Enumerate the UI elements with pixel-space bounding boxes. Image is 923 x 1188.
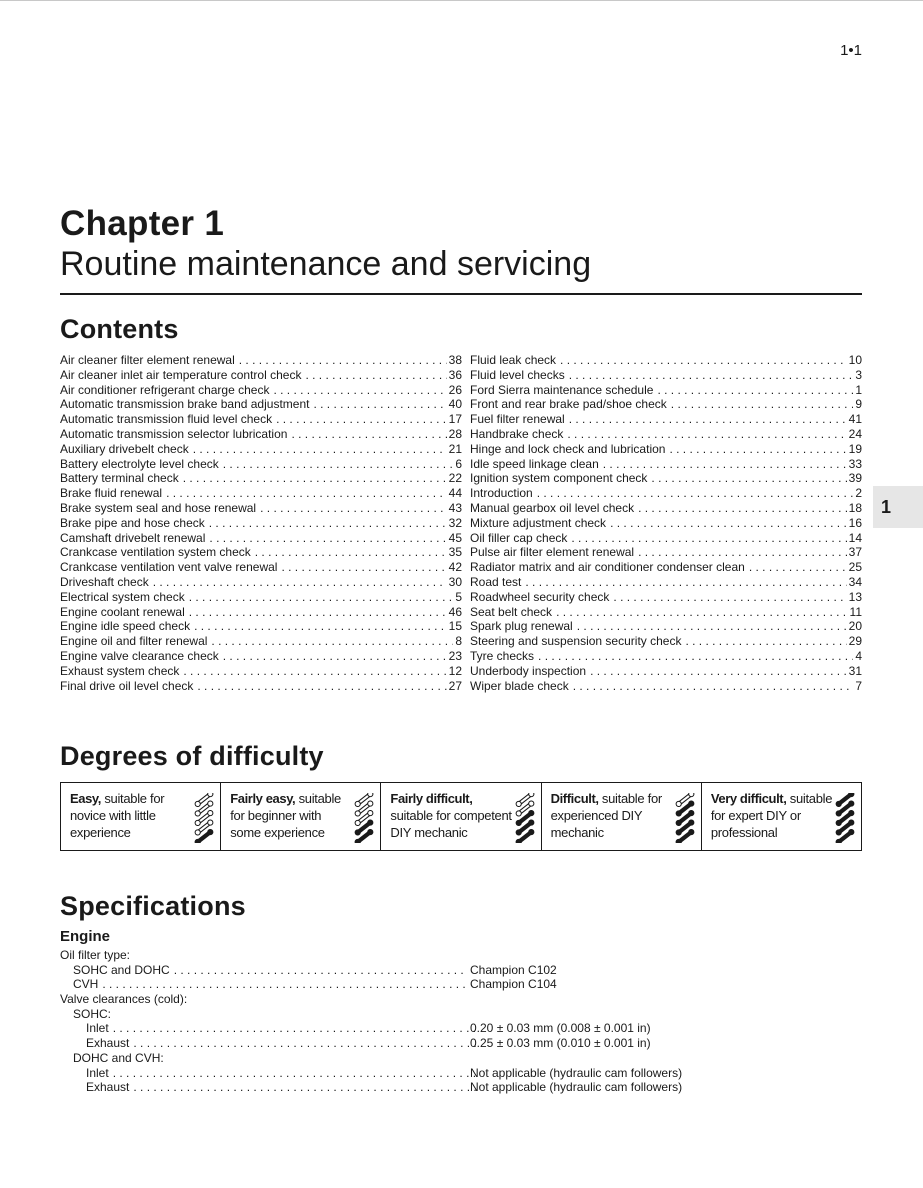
leader-dots [573, 679, 854, 694]
contents-entry[interactable] [470, 605, 862, 620]
contents-entry-title: Steering and suspension security check [470, 634, 682, 649]
leader-dots [590, 664, 847, 679]
contents-entry-title: Air cleaner inlet air temperature control check [60, 367, 302, 382]
specification-label-group [60, 1080, 478, 1095]
contents-entry-page: 14 [848, 530, 862, 545]
contents-entry-page: 19 [848, 441, 862, 456]
contents-entry[interactable] [470, 590, 862, 605]
contents-entry-title: Battery electrolyte level check [60, 456, 219, 471]
leader-dots [571, 531, 846, 546]
contents-entry[interactable] [470, 575, 862, 590]
contents-entry[interactable] [60, 471, 462, 486]
specification-value: Champion C102 [470, 962, 557, 977]
contents-entry-page: 12 [448, 663, 462, 678]
contents-entry-title: Seat belt check [470, 604, 553, 619]
specification-label-group [60, 1021, 478, 1036]
specification-label-group [60, 1066, 478, 1081]
difficulty-description [711, 790, 833, 841]
contents-entry-title: Manual gearbox oil level check [470, 500, 635, 515]
contents-entry-page: 41 [848, 412, 862, 427]
contents-entry-title: Ford Sierra maintenance schedule [470, 382, 654, 397]
leader-dots [567, 427, 846, 442]
contents-entry-title: Introduction [470, 486, 533, 501]
difficulty-level [61, 783, 220, 850]
difficulty-level [541, 783, 701, 850]
specification-label-group [60, 1051, 465, 1066]
difficulty-heading: Degrees of difficulty [60, 741, 324, 771]
specification-label: Oil filter type: [60, 948, 131, 962]
contents-entry[interactable] [60, 412, 462, 427]
contents-entry-page: 11 [849, 604, 862, 619]
contents-entry-title: Fluid leak check [470, 353, 557, 367]
contents-entry-title: Auxiliary drivebelt check [60, 441, 189, 456]
specification-label: CVH [73, 977, 99, 992]
contents-entry-page: 33 [848, 456, 862, 471]
specification-label: Inlet [86, 1021, 109, 1036]
contents-entry-page: 21 [448, 441, 462, 456]
difficulty-description [551, 790, 673, 841]
specification-row [60, 992, 862, 1007]
contents-entry-title: Electrical system check [60, 589, 185, 604]
contents-entry-title: Underbody inspection [470, 663, 587, 678]
contents-entry-page: 45 [448, 530, 462, 545]
contents-entry[interactable] [470, 471, 862, 486]
leader-dots [281, 560, 446, 575]
contents-column-left [60, 353, 462, 693]
leader-dots [669, 442, 846, 457]
contents-entry-page: 4 [855, 648, 862, 663]
contents-entry[interactable] [60, 397, 462, 412]
difficulty-detail: suitable for experienced DIY mechanic [550, 791, 662, 840]
leader-dots [276, 412, 447, 427]
contents-entry[interactable] [470, 353, 862, 368]
contents-column-right [470, 353, 862, 693]
difficulty-detail: suitable for expert DIY or professional [710, 791, 833, 840]
contents-entry[interactable] [470, 486, 862, 501]
contents-entry-page: 30 [448, 574, 462, 589]
specifications-list [60, 948, 862, 1095]
contents-entry-page: 42 [448, 560, 462, 575]
contents-entry[interactable] [60, 457, 462, 472]
contents-entry-title: Engine idle speed check [60, 619, 191, 634]
leader-dots [194, 619, 447, 634]
contents-entry-page: 43 [448, 500, 462, 515]
contents-entry-page: 44 [448, 486, 462, 501]
leader-dots [613, 590, 846, 605]
leader-dots [133, 1036, 478, 1051]
leader-dots [239, 353, 447, 368]
contents-entry[interactable] [470, 560, 862, 575]
specification-row [60, 1021, 862, 1036]
contents-entry[interactable] [60, 501, 462, 516]
contents-entry-page: 32 [448, 515, 462, 530]
specification-row [60, 948, 862, 963]
leader-dots [638, 501, 847, 516]
leader-dots [305, 368, 446, 383]
contents-entry[interactable] [60, 590, 462, 605]
contents-entry[interactable] [470, 368, 862, 383]
contents-entry-page: 40 [448, 397, 462, 412]
contents-entry-page: 23 [448, 648, 462, 663]
contents-entry[interactable] [470, 383, 862, 398]
contents-entry-page: 26 [448, 382, 462, 397]
leader-dots [102, 977, 465, 992]
difficulty-name: Fairly easy, [230, 791, 296, 806]
contents-entry[interactable] [60, 383, 462, 398]
contents-entry-page: 25 [848, 560, 862, 575]
contents-entry-title: Crankcase ventilation vent valve renewal [60, 560, 278, 575]
contents-entry-page: 24 [848, 426, 862, 441]
leader-dots [197, 679, 446, 694]
specification-value: Champion C104 [470, 977, 557, 992]
contents-entry-page: 46 [448, 604, 462, 619]
difficulty-detail: suitable for novice with little experience [70, 791, 165, 840]
contents-entry[interactable] [60, 545, 462, 560]
specification-row [60, 1051, 862, 1066]
leader-dots [525, 575, 846, 590]
contents-entry-page: 15 [448, 619, 462, 634]
contents-entry-page: 6 [455, 456, 462, 471]
contents-entry-title: Wiper blade check [470, 678, 569, 693]
contents-entry-page: 31 [848, 663, 862, 678]
contents-entry-title: Mixture adjustment check [470, 515, 607, 530]
contents-entry[interactable] [60, 679, 462, 694]
contents-entry[interactable] [60, 427, 462, 442]
contents-entry[interactable] [60, 605, 462, 620]
leader-dots [685, 634, 846, 649]
leader-dots [189, 590, 454, 605]
specifications-heading: Specifications [60, 891, 246, 921]
specification-label: Exhaust [86, 1080, 130, 1095]
contents-entry-page: 39 [848, 471, 862, 486]
contents-entry[interactable] [470, 619, 862, 634]
spanner-1-icon [193, 793, 215, 843]
contents-entry[interactable] [470, 412, 862, 427]
contents-entry-page: 29 [848, 634, 862, 649]
contents-entry[interactable] [60, 575, 462, 590]
specification-row [60, 963, 862, 978]
contents-entry[interactable] [470, 427, 862, 442]
leader-dots [113, 1021, 478, 1036]
contents-entry-title: Brake system seal and hose renewal [60, 500, 257, 515]
contents-entry-page: 7 [855, 678, 862, 693]
leader-dots [749, 560, 847, 575]
specification-label: Exhaust [86, 1036, 130, 1051]
contents-entry-title: Battery terminal check [60, 471, 179, 486]
difficulty-description [230, 790, 352, 841]
leader-dots [153, 575, 447, 590]
contents-entry[interactable] [60, 649, 462, 664]
contents-entry[interactable] [60, 442, 462, 457]
contents-entry-page: 22 [448, 471, 462, 486]
difficulty-detail: suitable for competent DIY mechanic [390, 808, 512, 840]
contents-entry-page: 37 [848, 545, 862, 560]
page-number: 1•1 [840, 42, 862, 59]
spanner-2-icon [353, 793, 375, 843]
contents-entry-page: 28 [448, 426, 462, 441]
contents-entry-title: Exhaust system check [60, 663, 180, 678]
leader-dots [537, 486, 854, 501]
contents-entry-title: Automatic transmission brake band adjustment [60, 397, 310, 412]
leader-dots [189, 605, 447, 620]
contents-entry-title: Fluid level checks [470, 367, 565, 382]
difficulty-name: Difficult, [550, 791, 599, 806]
contents-entry-title: Engine coolant renewal [60, 604, 185, 619]
contents-entry-page: 36 [448, 367, 462, 382]
contents-entry[interactable] [60, 516, 462, 531]
leader-dots [671, 397, 854, 412]
contents-entry-title: Tyre checks [470, 648, 535, 663]
difficulty-name: Fairly difficult, [390, 791, 473, 806]
specification-label: Valve clearances (cold): [60, 992, 188, 1007]
contents-entry-title: Engine valve clearance check [60, 648, 219, 663]
contents-entry[interactable] [60, 560, 462, 575]
difficulty-level [380, 783, 540, 850]
difficulty-name: Easy, [70, 791, 102, 806]
contents-entry[interactable] [470, 649, 862, 664]
specification-row [60, 1007, 862, 1022]
contents-entry[interactable] [470, 679, 862, 694]
specification-label-group [60, 1036, 478, 1051]
contents-entry-page: 27 [448, 678, 462, 693]
contents-entry-title: Road test [470, 574, 522, 589]
leader-dots [657, 383, 853, 398]
contents-entry-title: Front and rear brake pad/shoe check [470, 397, 667, 412]
specification-row [60, 1036, 862, 1051]
contents-entry-title: Roadwheel security check [470, 589, 610, 604]
contents-entry-title: Brake pipe and hose check [60, 515, 205, 530]
leader-dots [255, 545, 447, 560]
leader-dots [166, 486, 447, 501]
contents-entry[interactable] [60, 619, 462, 634]
contents-entry-title: Fuel filter renewal [470, 412, 565, 427]
specification-value: 0.20 ± 0.03 mm (0.008 ± 0.001 in) [470, 1021, 651, 1036]
contents-entry[interactable] [470, 457, 862, 472]
leader-dots [603, 457, 847, 472]
contents-entry-title: Final drive oil level check [60, 678, 194, 693]
contents-entry-title: Air cleaner filter element renewal [60, 353, 235, 367]
contents-entry[interactable] [470, 531, 862, 546]
spanner-3-icon [514, 793, 536, 843]
contents-entry-page: 9 [855, 397, 862, 412]
specifications-subheading: Engine [60, 928, 111, 945]
specification-label: DOHC and CVH: [73, 1050, 164, 1065]
leader-dots [291, 427, 446, 442]
specification-row [60, 1066, 862, 1081]
contents-entry-title: Radiator matrix and air conditioner condenser clean [470, 560, 745, 575]
title-rule [60, 293, 862, 295]
contents-entry-page: 8 [455, 634, 462, 649]
leader-dots [273, 383, 446, 398]
difficulty-description [390, 790, 512, 841]
contents-entry-title: Handbrake check [470, 426, 564, 441]
contents-entry-title: Camshaft drivebelt renewal [60, 530, 206, 545]
contents-entry-title: Brake fluid renewal [60, 486, 163, 501]
specification-value: 0.25 ± 0.03 mm (0.010 ± 0.001 in) [470, 1036, 651, 1051]
leader-dots [638, 545, 847, 560]
difficulty-level [701, 783, 861, 850]
contents-entry[interactable] [60, 353, 462, 368]
difficulty-description [70, 790, 192, 841]
difficulty-level [220, 783, 380, 850]
specification-label-group [60, 1007, 465, 1022]
difficulty-name: Very difficult, [710, 791, 787, 806]
leader-dots [183, 471, 447, 486]
contents-entry-title: Pulse air filter element renewal [470, 545, 635, 560]
leader-dots [260, 501, 447, 516]
contents-entry[interactable] [470, 634, 862, 649]
contents-entry[interactable] [60, 531, 462, 546]
contents-entry[interactable] [470, 545, 862, 560]
leader-dots [577, 619, 847, 634]
leader-dots [223, 457, 454, 472]
leader-dots [183, 664, 446, 679]
contents-entry-page: 20 [848, 619, 862, 634]
chapter-number: Chapter 1 [60, 204, 225, 243]
spanner-4-icon [674, 793, 696, 843]
contents-entry-page: 3 [855, 367, 862, 382]
specification-value: Not applicable (hydraulic cam followers) [470, 1065, 683, 1080]
leader-dots [223, 649, 447, 664]
leader-dots [610, 516, 847, 531]
contents-entry-page: 17 [448, 412, 462, 427]
contents-entry-title: Driveshaft check [60, 574, 149, 589]
leader-dots [174, 963, 465, 978]
leader-dots [211, 634, 453, 649]
contents-entry[interactable] [60, 634, 462, 649]
leader-dots [569, 368, 854, 383]
contents-heading: Contents [60, 314, 179, 344]
leader-dots [113, 1066, 478, 1081]
chapter-side-tab: 1 [873, 486, 923, 528]
contents-entry[interactable] [470, 397, 862, 412]
contents-entry-page: 18 [848, 500, 862, 515]
specification-label: SOHC and DOHC [73, 962, 170, 977]
contents-entry[interactable] [60, 486, 462, 501]
contents-entry-title: Hinge and lock check and lubrication [470, 441, 666, 456]
contents-entry[interactable] [470, 501, 862, 516]
specification-label: Inlet [86, 1065, 109, 1080]
contents-entry-title: Automatic transmission selector lubrication [60, 426, 288, 441]
contents-entry-page: 13 [848, 589, 862, 604]
contents-entry-title: Oil filler cap check [470, 530, 568, 545]
contents-entry-page: 16 [848, 515, 862, 530]
leader-dots [556, 605, 847, 620]
leader-dots [569, 412, 847, 427]
contents-entry-title: Idle speed linkage clean [470, 456, 599, 471]
contents-entry-title: Ignition system component check [470, 471, 648, 486]
contents-entry-page: 35 [448, 545, 462, 560]
difficulty-table [60, 782, 862, 851]
contents-entry-title: Crankcase ventilation system check [60, 545, 251, 560]
contents-entry[interactable] [60, 368, 462, 383]
contents-entry[interactable] [470, 516, 862, 531]
specification-label: SOHC: [73, 1006, 112, 1021]
contents-entry-page: 2 [855, 486, 862, 501]
contents-entry-page: 5 [455, 589, 462, 604]
specification-row [60, 977, 862, 992]
chapter-title: Routine maintenance and servicing [60, 245, 592, 283]
leader-dots [209, 531, 446, 546]
top-rule [0, 0, 923, 1]
specification-label-group [60, 992, 452, 1007]
contents-entry-title: Spark plug renewal [470, 619, 573, 634]
specification-label-group [60, 948, 452, 963]
spanner-5-icon [834, 793, 856, 843]
contents-entry-page: 10 [848, 353, 862, 367]
specification-label-group [60, 963, 465, 978]
contents-entry-page: 34 [848, 574, 862, 589]
contents-entry-page: 1 [855, 382, 862, 397]
specification-row [60, 1080, 862, 1095]
contents-entry[interactable] [60, 664, 462, 679]
leader-dots [209, 516, 447, 531]
contents-entry-title: Engine oil and filter renewal [60, 634, 208, 649]
contents-entry-title: Air conditioner refrigerant charge check [60, 382, 270, 397]
leader-dots [560, 353, 847, 368]
difficulty-detail: suitable for beginner with some experience [230, 791, 341, 840]
leader-dots [313, 397, 446, 412]
specification-label-group [60, 977, 465, 992]
contents-entry-title: Automatic transmission fluid level check [60, 412, 273, 427]
contents-entry[interactable] [470, 442, 862, 457]
leader-dots [193, 442, 447, 457]
leader-dots [133, 1080, 478, 1095]
specification-value: Not applicable (hydraulic cam followers) [470, 1080, 683, 1095]
contents-entry[interactable] [470, 664, 862, 679]
leader-dots [538, 649, 853, 664]
leader-dots [651, 471, 846, 486]
contents-entry-page: 38 [448, 353, 462, 367]
